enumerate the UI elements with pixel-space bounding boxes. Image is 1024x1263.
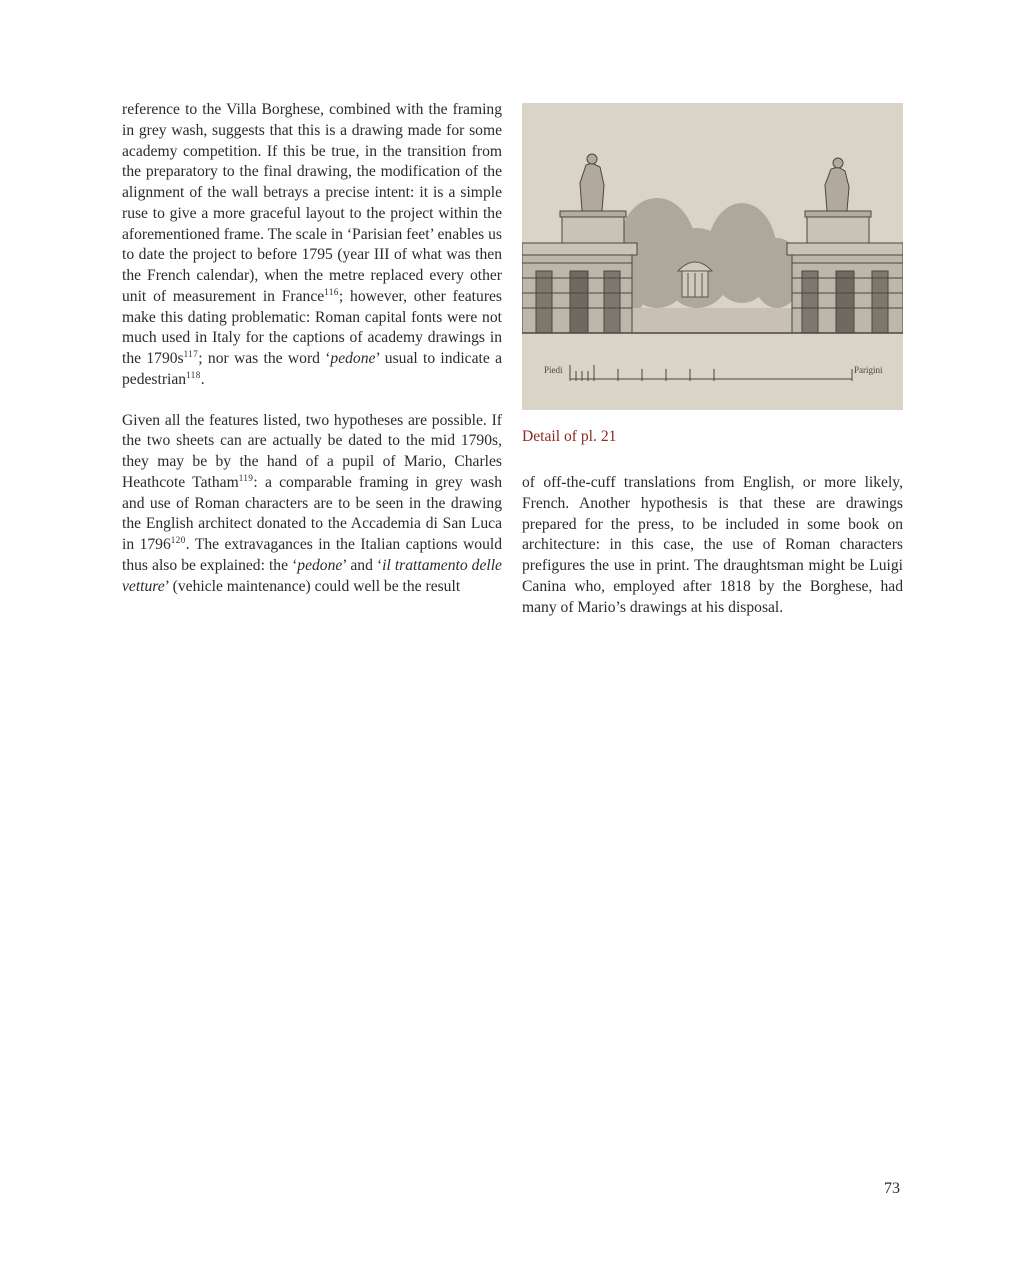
architectural-drawing-illustration — [522, 103, 903, 410]
text-run: . — [200, 370, 205, 388]
text-run: reference to the Villa Borghese, combined with the framing in grey wash, suggests that this is a drawing made for some academy competition. If this be true, in the transition from the preparatory to the final drawing, the modification of the alignment of the wall betrays a precise intent: it is a simple ruse to give a more graceful layout to the project within the aforementioned frame. The scale in ‘Parisian feet’ enables us to date the project to before 1795 (year III of what was then the French calendar), when the metre replaced every other unit of measurement in France — [122, 101, 503, 305]
scale-label-left: Piedi — [544, 365, 563, 375]
paragraph — [122, 411, 502, 598]
text-run: ’ and ‘ — [342, 556, 383, 574]
paragraph — [122, 100, 502, 391]
italic-term: pedone — [330, 350, 376, 367]
left-column — [122, 100, 502, 597]
footnote-ref: 120 — [170, 535, 186, 545]
figure-caption: Detail of pl. 21 — [522, 428, 617, 445]
page-number: 73 — [884, 1180, 900, 1197]
footnote-ref: 116 — [324, 286, 339, 297]
paragraph: of off-the-cuff translations from English, or more likely, French. Another hypothesis is that these are drawings prepared for the press, to be included in some book on architecture: in this case, the use of Roman characters prefigures the use in print. The draughtsman might be Luigi Canina who, employed after 1818 by the Borghese, had many of Mario’s drawings at his disposal. — [522, 474, 903, 616]
text-run: ’ usual to indicate a pedestrian — [122, 350, 502, 388]
italic-term: pedone — [297, 556, 343, 574]
distant-temple — [678, 262, 712, 297]
footnote-ref: 117 — [183, 349, 199, 359]
scale-label-right: Parigini — [854, 365, 883, 375]
footnote-ref: 119 — [238, 472, 254, 483]
text-run: Given all the features listed, two hypotheses are possible. If the two sheets can are actually be dated to the mid 1790s, they may be by the hand of a pupil of Mario, Charles Heathcote Tatham — [122, 411, 502, 491]
text-run: ; however, other features make this dating problematic: Roman capital fonts were not much used in Italy for the captions of academy drawings in the 1790s — [122, 287, 502, 367]
text-run: . The extravagances in the Italian captions would thus also be explained: the ‘ — [122, 536, 502, 574]
footnote-ref: 118 — [186, 369, 201, 380]
text-run: ; nor was the word ‘ — [198, 350, 331, 367]
text-run: : a comparable framing in grey wash and use of Roman characters are to be seen in the drawing the English architect donated to the Accademia di San Luca in 1796 — [122, 473, 503, 553]
figure-drawing — [522, 103, 903, 410]
text-run: ’ (vehicle maintenance) could well be the result — [164, 577, 461, 595]
right-column — [522, 473, 903, 618]
italic-term: il trattamento delle vetture — [122, 556, 502, 595]
